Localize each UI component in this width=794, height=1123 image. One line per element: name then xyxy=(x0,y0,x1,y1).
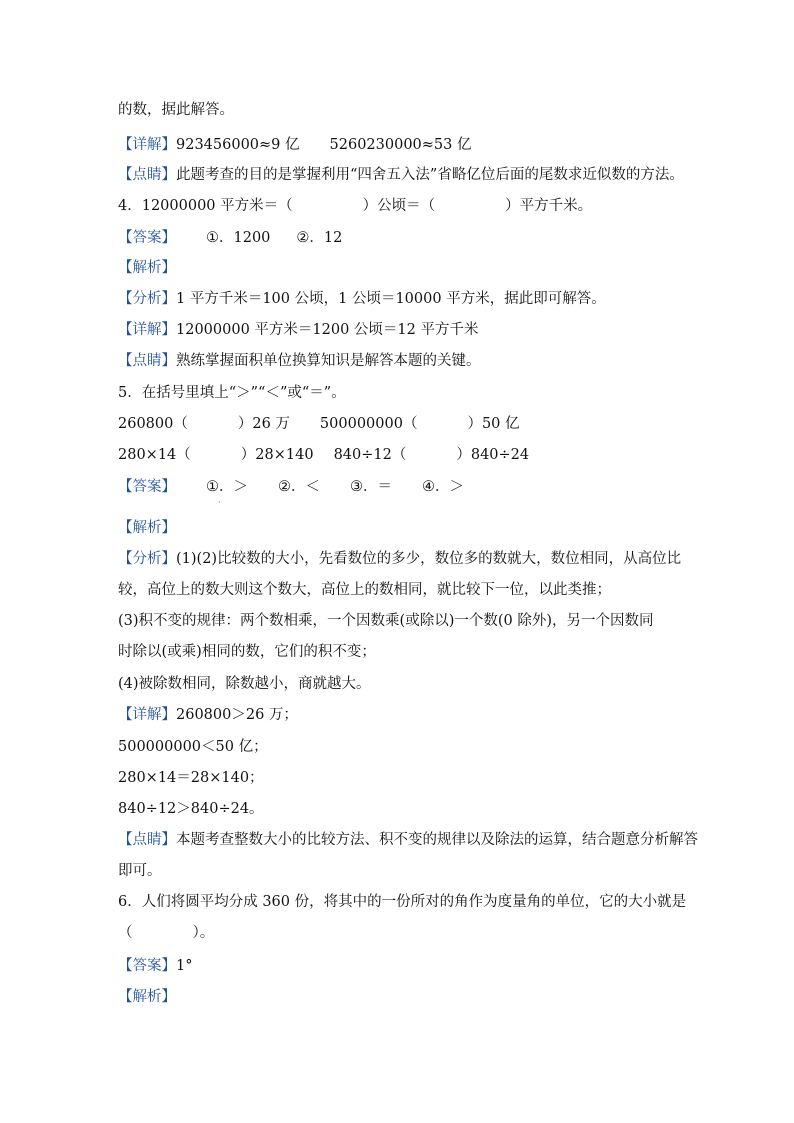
comment-line: 【点睛】此题考查的目的是掌握利用“四舍五入法”省略亿位后面的尾数求近似数的方法。 xyxy=(118,167,684,183)
analysis-line: 【分析】(1)(2)比较数的大小，先看数位的多少，数位多的数就大，数位相同，从高位比 xyxy=(118,551,682,567)
detail-line: 500000000＜50 亿； xyxy=(118,739,268,755)
detail-line: 【详解】12000000 平方米＝1200 公顷＝12 平方千米 xyxy=(118,322,479,338)
text-line: 的数，据此解答。 xyxy=(118,102,234,118)
question-5-row-2: 280×14（ ）28×140 840÷12（ ）840÷24 xyxy=(118,447,530,463)
answer-tag: 【答案】 xyxy=(118,230,176,246)
detail-tag: 【详解】 xyxy=(118,137,176,153)
detail-line: 【详解】260800＞26 万； xyxy=(118,707,298,723)
detail-line: 【详解】923456000≈9 亿 5260230000≈53 亿 xyxy=(118,137,472,153)
comment-line: 【点睛】本题考查整数大小的比较方法、积不变的规律以及除法的运算，结合题意分析解答 xyxy=(118,832,698,848)
analysis-heading: 【解析】 xyxy=(118,989,176,1005)
question-6: 6．人们将圆平均分成 360 份，将其中的一份所对的角作为度量角的单位，它的大小就是 xyxy=(118,894,687,910)
comment-line: 【点睛】熟练掌握面积单位换算知识是解答本题的关键。 xyxy=(118,353,481,369)
detail-line: 280×14＝28×140； xyxy=(118,770,264,786)
comment-line: 即可。 xyxy=(118,863,162,879)
analysis-line: 较，高位上的数大则这个数大，高位上的数相同，就比较下一位，以此类推； xyxy=(118,582,611,598)
answer-line: 【答案】 ①．1200 ②．12 xyxy=(118,230,343,246)
question-4: 4．12000000 平方米＝（ ）公顷＝（ ）平方千米。 xyxy=(118,198,593,214)
comment-tag: 【点睛】 xyxy=(118,167,176,183)
analysis-line: 【分析】1 平方千米＝100 公顷，1 公顷＝10000 平方米，据此即可解答。 xyxy=(118,291,606,307)
analysis-line: 时除以(或乘)相同的数，它们的积不变； xyxy=(118,644,376,660)
stray-dot-mark: · xyxy=(218,498,221,507)
answer-line: 【答案】 ①．＞ ②．＜ ③．＝ ④．＞ xyxy=(118,479,464,495)
question-6-line-2: （ ）。 xyxy=(118,925,215,941)
question-5-row-1: 260800（ ）26 万 500000000（ ）50 亿 xyxy=(118,416,520,432)
answer-line: 【答案】1° xyxy=(118,958,193,974)
analysis-line: (3)积不变的规律：两个数相乘，一个因数乘(或除以)一个数(0 除外)，另一个因数同 xyxy=(118,613,654,629)
analysis-heading: 【解析】 xyxy=(118,260,176,276)
analysis-line: (4)被除数相同，除数越小，商就越大。 xyxy=(118,676,371,692)
analysis-heading: 【解析】 xyxy=(118,520,176,536)
detail-line: 840÷12＞840÷24。 xyxy=(118,801,264,817)
question-5: 5．在括号里填上“＞”“＜”或“＝”。 xyxy=(118,385,346,401)
